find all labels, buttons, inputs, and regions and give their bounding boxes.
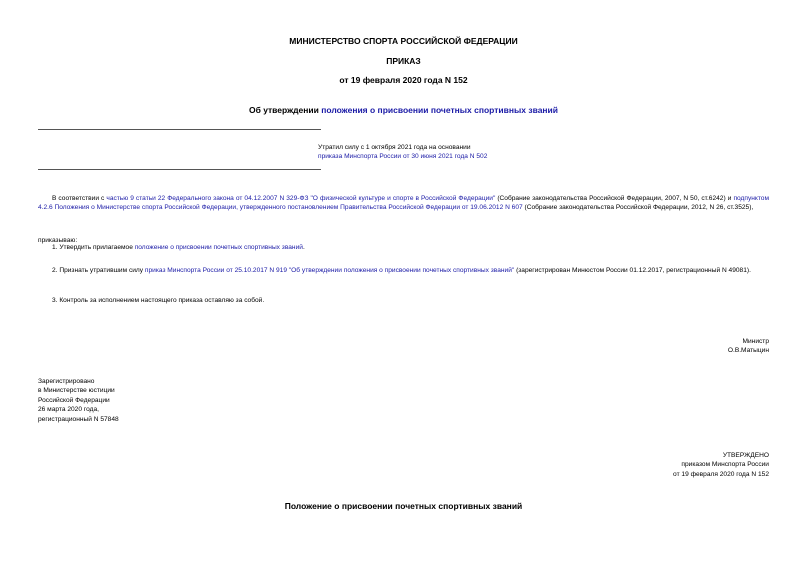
top-divider bbox=[38, 129, 321, 130]
regulation-link[interactable]: подпунктом 4.2.6 Положения о Министерстве спорта Российской Федерации, утвержденного постановлением Правительства Российской Федерации от 19.06.2012 N 607 bbox=[38, 195, 769, 212]
order-subject-prefix: Об утверждении bbox=[248, 105, 322, 115]
repeal-note bbox=[318, 143, 487, 162]
item-1-suffix: . bbox=[302, 244, 305, 251]
item-2-suffix: (зарегистрирован Минюстом России 01.12.2017, регистрационный N 49081). bbox=[514, 267, 751, 274]
signature-name: О.В.Матыцин bbox=[727, 347, 769, 355]
ministry-title: МИНИСТЕРСТВО СПОРТА РОССИЙСКОЙ ФЕДЕРАЦИИ bbox=[289, 36, 518, 46]
approved-line-1: УТВЕРЖДЕНО bbox=[722, 452, 769, 459]
signature-position: Министр bbox=[742, 338, 769, 345]
item-1 bbox=[52, 243, 305, 252]
registration-line-4: 26 марта 2020 года, bbox=[38, 406, 99, 414]
approved-line-2: приказом Минспорта России bbox=[681, 461, 769, 469]
item-2 bbox=[38, 266, 769, 275]
signature-block bbox=[728, 337, 769, 356]
approved-block bbox=[673, 451, 769, 479]
preamble-text-1: В соответствии с bbox=[52, 195, 107, 202]
preamble-text-2: (Собрание законодательства Российской Федерации, 2007, N 50, ст.6242) и bbox=[495, 195, 734, 202]
order-subject bbox=[0, 105, 807, 115]
order-title: ПРИКАЗ bbox=[386, 56, 421, 66]
repeal-note-text: Утратил силу с 1 октября 2021 года на основании bbox=[318, 144, 471, 151]
registration-line-5: регистрационный N 57848 bbox=[38, 415, 119, 423]
item-3: 3. Контроль за исполнением настоящего приказа оставляю за собой. bbox=[52, 297, 265, 304]
order-date: от 19 февраля 2020 года N 152 bbox=[339, 75, 468, 85]
preamble-paragraph bbox=[38, 194, 769, 213]
item-2-link[interactable]: приказ Минспорта России от 25.10.2017 N 919 "Об утверждении положения о присвоении почетных спортивных званий" bbox=[144, 267, 515, 274]
annex-title: Положение о присвоении почетных спортивных званий bbox=[284, 501, 523, 511]
order-subject-link[interactable]: положения о присвоении почетных спортивных званий bbox=[321, 105, 559, 115]
approved-line-3: от 19 февраля 2020 года N 152 bbox=[673, 470, 769, 478]
item-2-prefix: 2. Признать утратившим силу bbox=[52, 267, 145, 274]
registration-line-1: Зарегистрировано bbox=[38, 378, 95, 385]
preamble-text-3: (Собрание законодательства Российской Федерации, 2012, N 26, ст.3525), bbox=[522, 204, 754, 212]
federal-law-link[interactable]: частью 9 статьи 22 Федерального закона от 04.12.2007 N 329-ФЗ "О физической культуре и спорте в Российской Федерации" bbox=[106, 195, 496, 202]
order-word: приказываю: bbox=[38, 237, 78, 244]
repeal-order-link[interactable]: приказа Минспорта России от 30 июня 2021 года N 502 bbox=[318, 153, 488, 161]
registration-line-3: Российской Федерации bbox=[38, 396, 110, 404]
item-1-link[interactable]: положение о присвоении почетных спортивных званий bbox=[134, 244, 303, 251]
bottom-divider bbox=[38, 169, 321, 170]
registration-line-2: в Министерстве юстиции bbox=[38, 387, 115, 395]
item-1-prefix: 1. Утвердить прилагаемое bbox=[52, 244, 135, 251]
registration-block bbox=[38, 377, 119, 424]
